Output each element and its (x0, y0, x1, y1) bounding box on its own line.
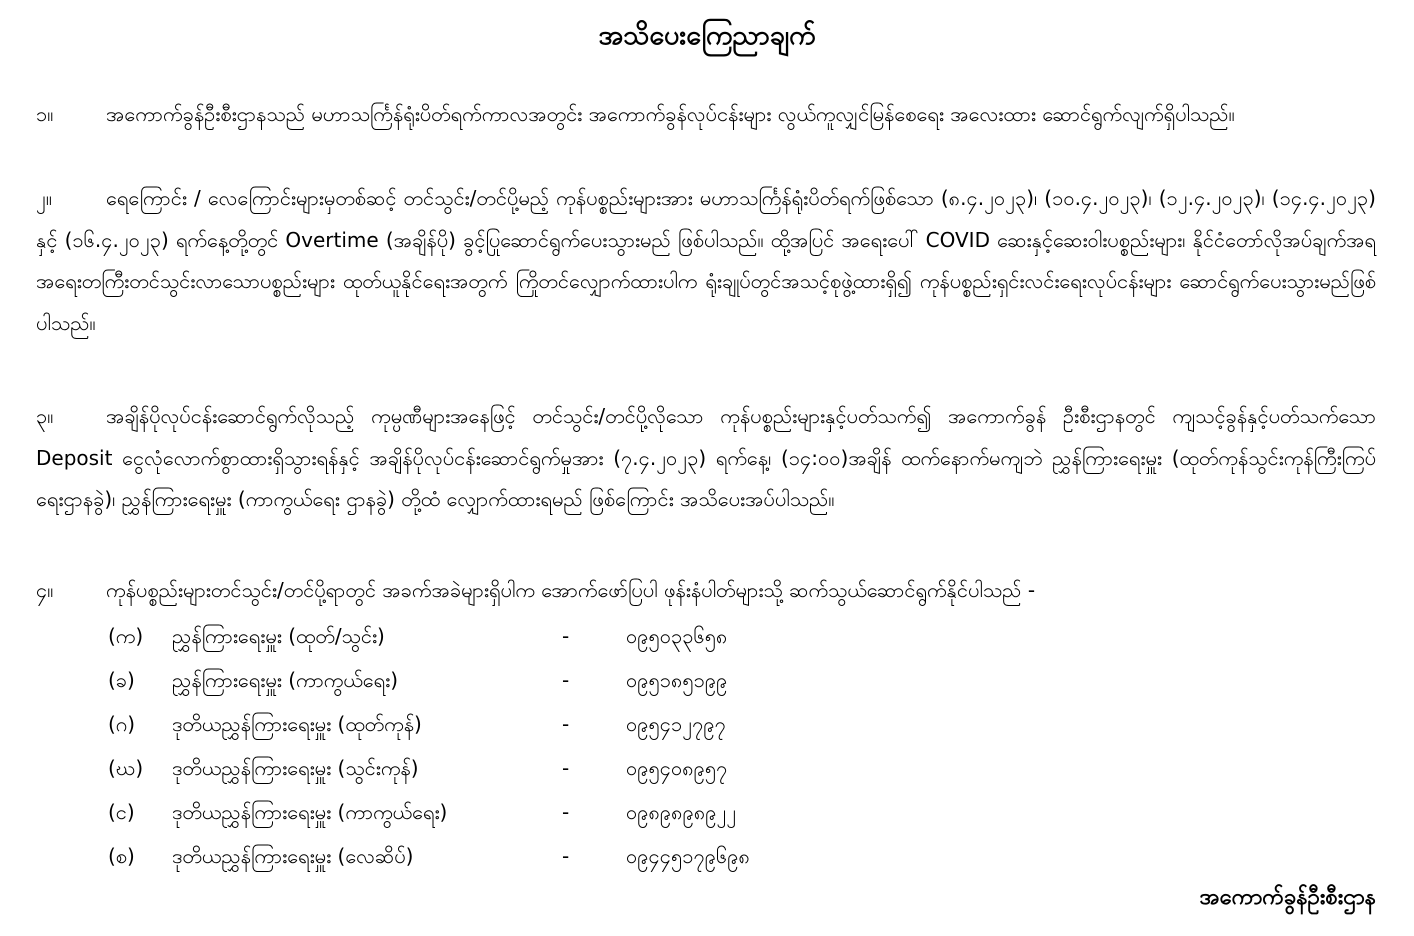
list-item (108, 702, 828, 746)
paragraph-1 (36, 94, 1376, 136)
phone-number: ၀၉၄၄၅၁၇၉၆၉၈ (626, 844, 750, 868)
item-letter: (ဃ) (108, 756, 144, 780)
paragraph-2 (36, 178, 1376, 344)
phone-number: ၀၉၅၄၀၈၉၅၇ (626, 756, 728, 780)
paragraph-text: ရေကြောင်း / လေကြောင်းများမှတစ်ဆင့် တင်သွင်း/တင်ပို့မည့် ကုန်ပစ္စည်းများအား မဟာသင်္ကြန်ရုံးပိတ်ရက်ဖြစ်သော (၈.၄.၂၀၂၃)၊ (၁၀.၄.၂၀၂၃)၊ (၁၂.၄.၂၀၂၃)၊ (၁၄.၄.၂၀၂၃) နှင့် (၁၆.၄.၂၀၂၃) ရက်နေ့တို့တွင် Overtime (အချိန်ပို) ခွင့်ပြုဆောင်ရွက်ပေးသွားမည် ဖြစ်ပါသည်။ ထို့အပြင် အရေးပေါ် COVID ဆေးနှင့်ဆေးဝါးပစ္စည်းများ၊ နိုင်ငံတော်လိုအပ်ချက်အရ အရေးတကြီးတင်သွင်းလာသောပစ္စည်းများ ထုတ်ယူနိုင်ရေးအတွက် ကြိုတင်လျှောက်ထားပါက ရုံးချုပ်တွင်အသင့်စုဖွဲ့ထားရှိ၍ ကုန်ပစ္စည်းရှင်းလင်းရေးလုပ်ငန်းများ ဆောင်ရွက်ပေးသွားမည်ဖြစ်ပါသည်။ (36, 186, 1376, 335)
contact-list (108, 614, 828, 878)
phone-number: ၀၉၈၉၈၉၈၉၂၂ (626, 800, 737, 824)
phone-number: ၀၉၅၁၈၅၁၉၉ (626, 668, 728, 692)
item-letter: (င) (108, 800, 135, 824)
paragraph-3 (36, 396, 1376, 521)
separator-dash: - (562, 844, 570, 868)
paragraph-number: ၁။ (36, 102, 54, 126)
paragraph-text: အချိန်ပိုလုပ်ငန်းဆောင်ရွက်လိုသည့် ကုမ္ပဏီများအနေဖြင့် တင်သွင်း/တင်ပို့လိုသော ကုန်ပစ္စည်းများနှင့်ပတ်သက်၍ အကောက်ခွန် ဦးစီးဌာနတွင် ကျသင့်ခွန်နှင့်ပတ်သက်သော Deposit ငွေလုံလောက်စွာထားရှိသွားရန်နှင့် အချိန်ပိုလုပ်ငန်းဆောင်ရွက်မှုအား (၇.၄.၂၀၂၃) ရက်နေ့၊ (၁၄:၀၀)အချိန် ထက်နောက်မကျဘဲ ညွှန်ကြားရေးမှူး (ထုတ်ကုန်သွင်းကုန်ကြီးကြပ်ရေးဌာနခွဲ)၊ ညွှန်ကြားရေးမှူး (ကာကွယ်ရေး ဌာနခွဲ) တို့ထံ လျှောက်ထားရမည် ဖြစ်ကြောင်း အသိပေးအပ်ပါသည်။ (36, 404, 1376, 511)
contact-title: ညွှန်ကြားရေးမှူး (ကာကွယ်ရေး) (172, 668, 399, 692)
list-item (108, 746, 828, 790)
item-letter: (က) (108, 624, 144, 648)
list-item (108, 614, 828, 658)
paragraph-4 (36, 570, 1376, 612)
paragraph-text: ကုန်ပစ္စည်းများတင်သွင်း/တင်ပို့ရာတွင် အခက်အခဲများရှိပါက အောက်ဖော်ပြပါ ဖုန်းနံပါတ်များသို့ ဆက်သွယ်ဆောင်ရွက်နိုင်ပါသည် - (106, 578, 1036, 602)
contact-title: ဒုတိယညွှန်ကြားရေးမှူး (ကာကွယ်ရေး) (172, 800, 448, 824)
phone-number: ၀၉၅၄၁၂၇၉၇ (626, 712, 726, 736)
paragraph-number: ၄။ (36, 578, 54, 602)
contact-title: ညွှန်ကြားရေးမှူး (ထုတ်/သွင်း) (172, 624, 385, 648)
item-letter: (စ) (108, 844, 135, 868)
item-letter: (ခ) (108, 668, 135, 692)
separator-dash: - (562, 800, 570, 824)
paragraph-number: ၂။ (36, 186, 52, 210)
item-letter: (ဂ) (108, 712, 136, 736)
notice-title: အသိပေးကြေညာချက် (598, 20, 816, 51)
paragraph-number: ၃။ (36, 404, 54, 428)
signature-department: အကောက်ခွန်ဦးစီးဌာန (1199, 885, 1376, 910)
separator-dash: - (562, 668, 570, 692)
contact-title: ဒုတိယညွှန်ကြားရေးမှူး (သွင်းကုန်) (172, 756, 419, 780)
list-item (108, 790, 828, 834)
contact-title: ဒုတိယညွှန်ကြားရေးမှူး (ထုတ်ကုန်) (172, 712, 422, 736)
separator-dash: - (562, 756, 570, 780)
separator-dash: - (562, 712, 570, 736)
list-item (108, 834, 828, 878)
list-item (108, 658, 828, 702)
phone-number: ၀၉၅၀၃၃၆၅၈ (626, 624, 728, 648)
contact-title: ဒုတိယညွှန်ကြားရေးမှူး (လေဆိပ်) (172, 844, 414, 868)
paragraph-text: အကောက်ခွန်ဦးစီးဌာနသည် မဟာသင်္ကြန်ရုံးပိတ်ရက်ကာလအတွင်း အကောက်ခွန်လုပ်ငန်းများ လွယ်ကူလျှင်မြန်စေရေး အလေးထား ဆောင်ရွက်လျက်ရှိပါသည်။ (106, 102, 1235, 126)
separator-dash: - (562, 624, 570, 648)
